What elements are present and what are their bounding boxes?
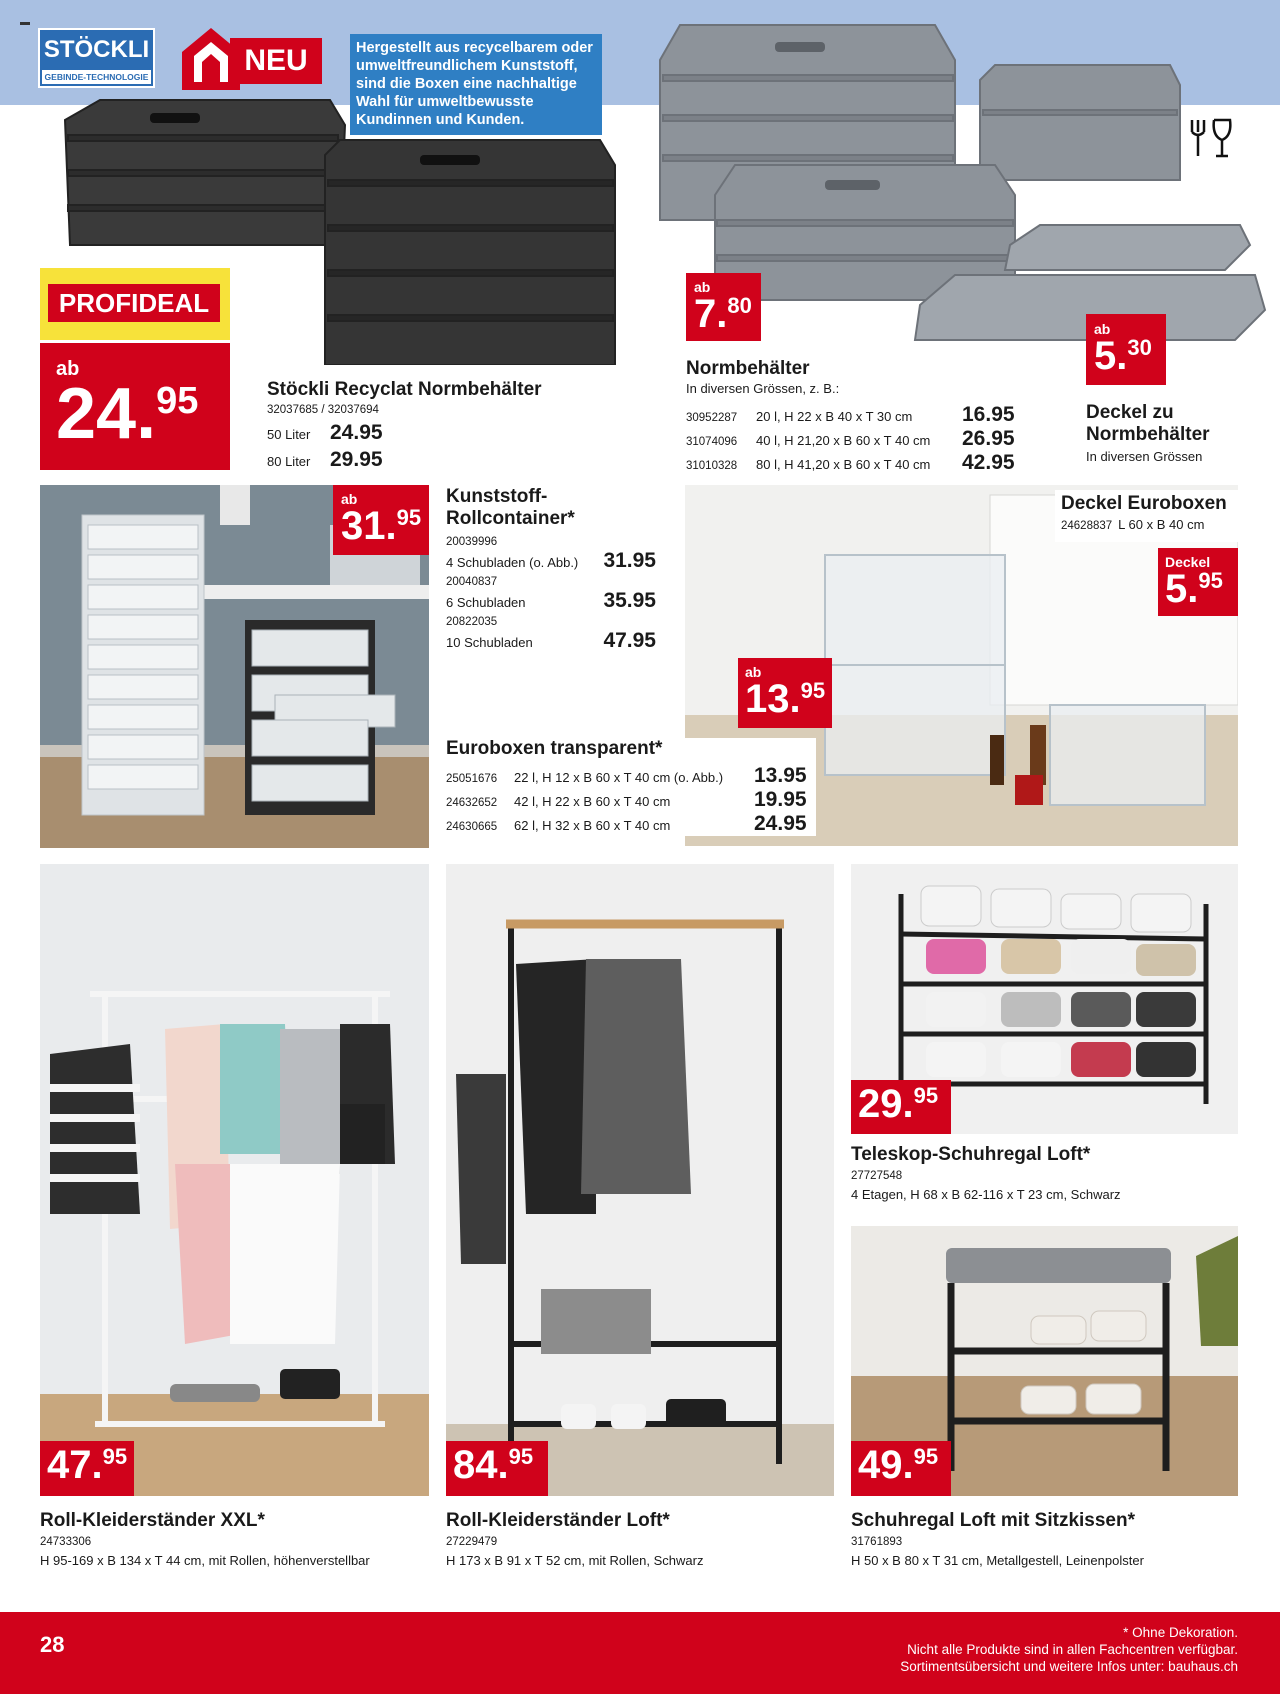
article-number: 27727548: [851, 1170, 903, 1182]
product-subtitle: In diversen Grössen: [1086, 449, 1203, 464]
kleider-xxl-price-badge: [40, 1441, 134, 1496]
page-number: 28: [40, 1632, 65, 1657]
price-cents: 95: [1198, 568, 1223, 593]
article-row: [1061, 517, 1232, 533]
variant-price: 13.95: [754, 764, 807, 787]
profideal-badge: [40, 268, 230, 340]
price-ab: ab: [56, 358, 80, 380]
product-title: Schuhregal Loft mit Sitzkissen*: [851, 1510, 1135, 1531]
product-title: Teleskop-Schuhregal Loft*: [851, 1144, 1091, 1165]
variant-price: 16.95: [962, 403, 1015, 426]
price-main: 24.: [56, 374, 157, 454]
variant-row: [446, 549, 656, 573]
euroboxen-price-badge: [738, 658, 832, 728]
price-main: 7.: [694, 292, 728, 336]
price-main: 5.: [1165, 567, 1199, 611]
product-desc: 4 Etagen, H 68 x B 62-116 x T 23 cm, Schwarz: [851, 1187, 1121, 1202]
price-cents: 95: [102, 1444, 128, 1469]
schuhregal-teleskop-info: [851, 1144, 1241, 1203]
variant-article: 31010328: [686, 460, 738, 472]
variant-price: 26.95: [962, 427, 1015, 450]
price-main: 29.: [858, 1082, 914, 1126]
variant-row: [446, 629, 656, 653]
variant-row: [446, 589, 656, 613]
price-cents: 80: [727, 293, 752, 318]
price-cents: 95: [913, 1083, 939, 1108]
price-ab: ab: [745, 664, 762, 680]
size-price: 29.95: [330, 448, 383, 471]
variant-row: [446, 812, 816, 836]
price-main: 13.: [745, 677, 801, 721]
price-main: 84.: [453, 1443, 509, 1487]
price-main: 47.: [47, 1443, 103, 1487]
product-title-line2: Normbehälter: [1086, 424, 1210, 445]
menu-icon: [20, 22, 30, 25]
variant-desc: 40 l, H 21,20 x B 60 x T 40 cm: [756, 433, 931, 448]
product-title: Roll-Kleiderständer Loft*: [446, 1510, 670, 1531]
variant-row: [686, 451, 1026, 475]
variant-price: 47.95: [603, 629, 656, 652]
schuhregal-sitz-info: [851, 1510, 1246, 1569]
size-price: 24.95: [330, 421, 383, 444]
size-row: [267, 448, 567, 472]
variant-label: 4 Schubladen (o. Abb.): [446, 555, 579, 570]
variant-row: [446, 788, 816, 812]
variant-price: 24.95: [754, 812, 807, 835]
article-number: 24733306: [40, 1536, 92, 1548]
normbehaelter-info: [686, 358, 1026, 475]
info-text: Hergestellt aus recycelbarem oder umweltfreundlichem Kunststoff, sind die Boxen eine nachhaltige Wahl für umweltbewusste Kundinnen und Kunden.: [356, 40, 593, 128]
page-footer: [0, 1612, 1280, 1694]
variant-article: 24632652: [446, 797, 498, 809]
variant-desc: 42 l, H 22 x B 60 x T 40 cm: [514, 794, 671, 809]
neu-label: NEU: [230, 38, 322, 84]
kleider-loft-price-badge: [446, 1441, 548, 1496]
profideal-label: PROFIDEAL: [48, 284, 220, 322]
logo-sub-text: GEBINDE-TECHNOLOGIE: [42, 70, 151, 84]
article-number: 27229479: [446, 1536, 498, 1548]
food-safe-icon: [1188, 116, 1234, 160]
kleider-xxl-info: [40, 1510, 435, 1569]
product-title: Roll-Kleiderständer XXL*: [40, 1510, 265, 1531]
variant-label: 6 Schubladen: [446, 595, 526, 610]
product-desc: H 50 x B 80 x T 31 cm, Metallgestell, Leinenpolster: [851, 1553, 1144, 1568]
variant-desc: 80 l, H 41,20 x B 60 x T 40 cm: [756, 457, 931, 472]
stoeckli-info: [267, 379, 567, 472]
product-desc: H 95-169 x B 134 x T 44 cm, mit Rollen, höhenverstellbar: [40, 1553, 370, 1568]
product-title: Euroboxen transparent*: [446, 738, 663, 759]
stoeckli-logo: [38, 28, 155, 88]
logo-main-text: STÖCKLI: [43, 36, 150, 63]
variant-desc: 62 l, H 32 x B 60 x T 40 cm: [514, 818, 671, 833]
article-number: 24628837: [1061, 520, 1113, 532]
euroboxen-info: [446, 738, 816, 836]
stoeckli-price-badge: [40, 343, 230, 470]
variant-price: 19.95: [754, 788, 807, 811]
product-desc: H 173 x B 91 x T 52 cm, mit Rollen, Schwarz: [446, 1553, 704, 1568]
kleider-xxl-image: [40, 864, 429, 1496]
kleider-loft-image: [446, 864, 834, 1496]
variant-row: [446, 764, 816, 788]
price-cents: 95: [913, 1444, 939, 1469]
footer-notes: [900, 1624, 1238, 1675]
variant-article: 31074096: [686, 436, 738, 448]
variant-desc: 20 l, H 22 x B 40 x T 30 cm: [756, 409, 913, 424]
price-ab: ab: [1094, 321, 1111, 337]
footer-note: Sortimentsübersicht und weitere Infos unter: bauhaus.ch: [900, 1659, 1238, 1674]
price-cents: 95: [800, 678, 826, 703]
variant-article: 24630665: [446, 821, 498, 833]
deckel-euro-price-badge: [1158, 548, 1238, 616]
variant-article: 20039996: [446, 536, 498, 548]
price-cents: 95: [508, 1444, 534, 1469]
price-main: 49.: [858, 1443, 914, 1487]
price-cents: 30: [1127, 335, 1152, 360]
variant-price: 35.95: [603, 589, 656, 612]
product-title: Normbehälter: [686, 358, 810, 379]
article-number: 31761893: [851, 1536, 903, 1548]
variant-article: 20822035: [446, 616, 498, 628]
variant-price: 42.95: [962, 451, 1015, 474]
product-title-line2: Rollcontainer*: [446, 508, 575, 529]
variant-row: [686, 427, 1026, 451]
badge-label: Deckel: [1165, 554, 1211, 570]
deckel-norm-price-badge: [1086, 314, 1166, 385]
product-title-line1: Deckel zu: [1086, 402, 1174, 423]
schuhregal-sitz-price-badge: [851, 1441, 951, 1496]
product-title-line1: Kunststoff-: [446, 486, 548, 507]
schuhregal-teleskop-price-badge: [851, 1080, 951, 1134]
size-label: 50 Liter: [267, 427, 311, 442]
kleider-loft-photo: [446, 864, 834, 1496]
deckel-norm-info: [1086, 402, 1266, 465]
neu-badge: [180, 30, 322, 88]
product-subtitle: In diversen Grössen, z. B.:: [686, 381, 840, 396]
kleider-loft-info: [446, 1510, 841, 1569]
size-row: [267, 421, 567, 445]
variant-desc: 22 l, H 12 x B 60 x T 40 cm (o. Abb.): [514, 770, 724, 785]
price-cents: 95: [396, 505, 422, 530]
product-title: Stöckli Recyclat Normbehälter: [267, 379, 542, 400]
size-label: 80 Liter: [267, 454, 311, 469]
price-cents: 95: [156, 380, 199, 422]
variant-row: [686, 403, 1026, 427]
kleider-xxl-photo: [40, 864, 429, 1496]
rollcontainer-price-badge: [333, 485, 429, 555]
footer-note: Nicht alle Produkte sind in allen Fachcentren verfügbar.: [907, 1642, 1238, 1657]
price-main: 5.: [1094, 334, 1128, 378]
rollcontainer-info: [446, 486, 656, 653]
variant-article: 30952287: [686, 412, 738, 424]
product-size: L 60 x B 40 cm: [1118, 517, 1205, 532]
variant-article: 25051676: [446, 773, 498, 785]
normbehaelter-price-badge: [686, 273, 761, 341]
product-title: Deckel Euroboxen: [1061, 493, 1227, 514]
variant-label: 10 Schubladen: [446, 635, 533, 650]
price-main: 31.: [341, 504, 397, 548]
footer-note: * Ohne Dekoration.: [1123, 1625, 1238, 1640]
article-number: 32037685 / 32037694: [267, 404, 379, 416]
variant-price: 31.95: [603, 549, 656, 572]
deckel-euro-header: [1055, 490, 1238, 542]
price-ab: ab: [341, 491, 358, 507]
variant-article: 20040837: [446, 576, 498, 588]
price-ab: ab: [694, 279, 711, 295]
